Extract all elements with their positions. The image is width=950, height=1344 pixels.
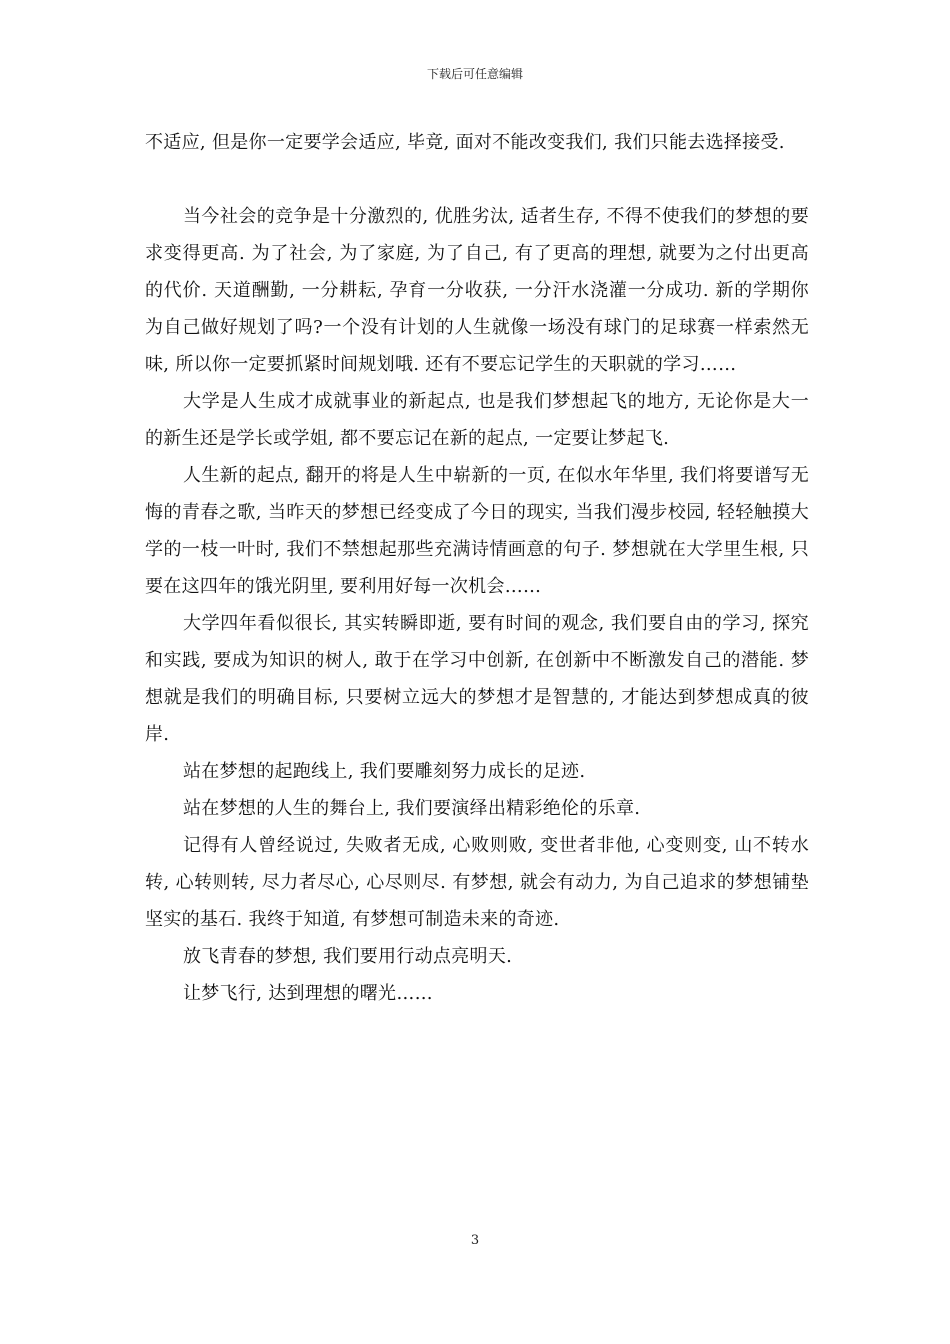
paragraph: 人生新的起点, 翻开的将是人生中崭新的一页, 在似水年华里, 我们将要谱写无悔的青春之歌, 当昨天的梦想已经变成了今日的现实, 当我们漫步校园, 轻轻触摸大学的一枝一叶时, 我们不禁想起那些充满诗情画意的句子. 梦想就在大学里生根, 只要在这四年的饿光阴里, 要利用好每一次机会…… <box>145 465 809 597</box>
paragraph: 让梦飞行, 达到理想的曙光…… <box>183 983 433 1004</box>
paragraph: 当今社会的竞争是十分激烈的, 优胜劣汰, 适者生存, 不得不使我们的梦想的要求变得更高. 为了社会, 为了家庭, 为了自己, 有了更高的理想, 就要为之付出更高的代价. 天道酬勤, 一分耕耘, 孕育一分收获, 一分汗水浇灌一分成功. 新的学期你为自己做好规划了吗?一个没有计划的人生就像一场没有球门的足球赛一样索然无味, 所以你一定要抓紧时间规划哦. 还有不要忘记学生的天职就的学习…… <box>145 206 809 375</box>
page-number: 3 <box>470 1233 480 1248</box>
paragraph: 站在梦想的起跑线上, 我们要雕刻努力成长的足迹. <box>183 761 586 782</box>
paragraph: 站在梦想的人生的舞台上, 我们要演绎出精彩绝伦的乐章. <box>183 798 641 819</box>
paragraph-continuation: 不适应, 但是你一定要学会适应, 毕竟, 面对不能改变我们, 我们只能去选择接受. <box>145 132 785 153</box>
document-body <box>145 124 809 1012</box>
paragraph: 大学是人生成才成就事业的新起点, 也是我们梦想起飞的地方, 无论你是大一的新生还是学长或学姐, 都不要忘记在新的起点, 一定要让梦起飞. <box>145 391 809 449</box>
paragraph: 大学四年看似很长, 其实转瞬即逝, 要有时间的观念, 我们要自由的学习, 探究和实践, 要成为知识的树人, 敢于在学习中创新, 在创新中不断激发自己的潜能. 梦想就是我们的明确目标, 只要树立远大的梦想才是智慧的, 才能达到梦想成真的彼岸. <box>145 613 809 745</box>
paragraph: 记得有人曾经说过, 失败者无成, 心败则败, 变世者非他, 心变则变, 山不转水转, 心转则转, 尽力者尽心, 心尽则尽. 有梦想, 就会有动力, 为自己追求的梦想铺垫坚实的基石. 我终于知道, 有梦想可制造未来的奇迹. <box>145 835 809 930</box>
page-header: 下载后可任意编辑 <box>426 67 523 81</box>
paragraph: 放飞青春的梦想, 我们要用行动点亮明天. <box>183 946 513 967</box>
paragraph-gap <box>145 161 809 198</box>
